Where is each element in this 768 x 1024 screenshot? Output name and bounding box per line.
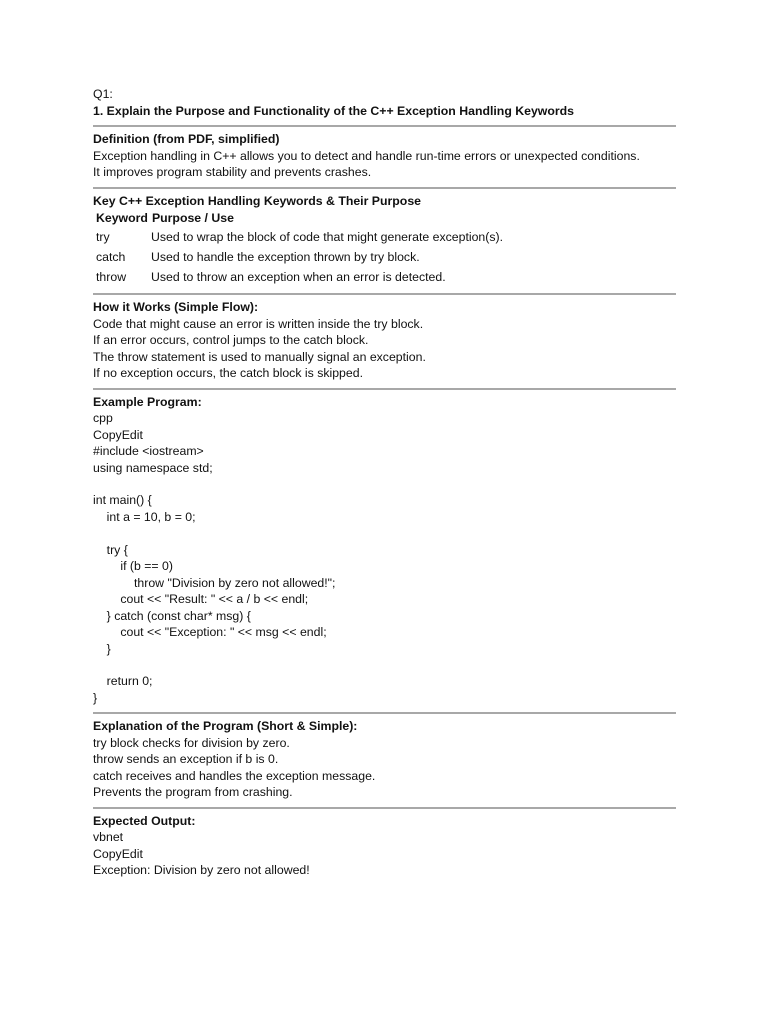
section-divider bbox=[93, 712, 676, 714]
keyword-cell: try bbox=[96, 230, 110, 244]
expected-output-heading: Expected Output: bbox=[93, 813, 196, 828]
section-divider bbox=[93, 125, 676, 127]
how-it-works-heading: How it Works (Simple Flow): bbox=[93, 300, 259, 314]
keywords-heading: Key C++ Exception Handling Keywords & Their Purpose bbox=[93, 193, 421, 208]
flow-line: Code that might cause an error is written inside the try block. bbox=[93, 316, 424, 331]
definition-line: Exception handling in C++ allows you to detect and handle run-time errors or unexpected conditions. bbox=[93, 148, 640, 163]
definition-line: It improves program stability and prevents crashes. bbox=[93, 165, 372, 179]
keyword-cell: catch bbox=[96, 250, 126, 264]
explanation-line: Prevents the program from crashing. bbox=[93, 785, 293, 800]
explanation-line: try block checks for division by zero. bbox=[93, 735, 290, 750]
section-divider bbox=[93, 807, 676, 809]
question-title: 1. Explain the Purpose and Functionality of the C++ Exception Handling Keywords bbox=[93, 103, 575, 118]
column-header-purpose: Purpose / Use bbox=[151, 211, 234, 225]
section-divider bbox=[93, 388, 676, 390]
purpose-cell: Used to handle the exception thrown by try block. bbox=[151, 250, 420, 264]
example-heading: Example Program: bbox=[93, 394, 202, 409]
code-language-label: cpp bbox=[93, 411, 113, 425]
flow-line: If no exception occurs, the catch block is skipped. bbox=[93, 366, 363, 380]
column-header-keyword: Keyword bbox=[96, 211, 148, 225]
code-line: #include <iostream> bbox=[93, 444, 204, 458]
explanation-line: throw sends an exception if b is 0. bbox=[93, 752, 279, 767]
code-line: using namespace std; bbox=[93, 460, 213, 475]
code-line: int main() { bbox=[93, 493, 152, 508]
code-line: int a = 10, b = 0; bbox=[93, 509, 196, 524]
code-line: return 0; bbox=[93, 674, 153, 689]
question-label: Q1: bbox=[93, 87, 113, 101]
code-line: cout << "Result: " << a / b << endl; bbox=[93, 592, 309, 607]
expected-output-text: Exception: Division by zero not allowed! bbox=[93, 863, 310, 878]
flow-line: If an error occurs, control jumps to the catch block. bbox=[93, 333, 369, 347]
code-blank-line bbox=[93, 476, 676, 492]
explanation-heading: Explanation of the Program (Short & Simple): bbox=[93, 719, 358, 734]
flow-line: The throw statement is used to manually signal an exception. bbox=[93, 349, 426, 364]
keywords-table-header bbox=[93, 210, 676, 227]
table-row bbox=[93, 227, 676, 247]
code-line: } bbox=[93, 690, 98, 705]
purpose-cell: Used to throw an exception when an error is detected. bbox=[151, 270, 446, 284]
code-line: throw "Division by zero not allowed!"; bbox=[93, 575, 336, 590]
copy-edit-label: CopyEdit bbox=[93, 846, 143, 861]
code-line: } bbox=[93, 641, 111, 656]
code-blank-line bbox=[93, 657, 676, 673]
section-divider bbox=[93, 293, 676, 295]
code-line: if (b == 0) bbox=[93, 559, 173, 574]
table-row bbox=[93, 267, 676, 287]
keyword-cell: throw bbox=[96, 270, 127, 284]
explanation-line: catch receives and handles the exception message. bbox=[93, 768, 376, 783]
keywords-table bbox=[93, 210, 676, 287]
code-line: cout << "Exception: " << msg << endl; bbox=[93, 625, 327, 640]
definition-heading: Definition (from PDF, simplified) bbox=[93, 132, 280, 146]
code-line: try { bbox=[93, 542, 128, 557]
output-language-label: vbnet bbox=[93, 830, 124, 845]
purpose-cell: Used to wrap the block of code that might generate exception(s). bbox=[151, 230, 504, 244]
code-blank-line bbox=[93, 525, 676, 541]
copy-edit-label: CopyEdit bbox=[93, 427, 143, 442]
section-divider bbox=[93, 187, 676, 189]
document-page bbox=[93, 86, 676, 879]
code-block bbox=[93, 443, 676, 706]
table-row bbox=[93, 247, 676, 267]
code-line: } catch (const char* msg) { bbox=[93, 608, 251, 623]
